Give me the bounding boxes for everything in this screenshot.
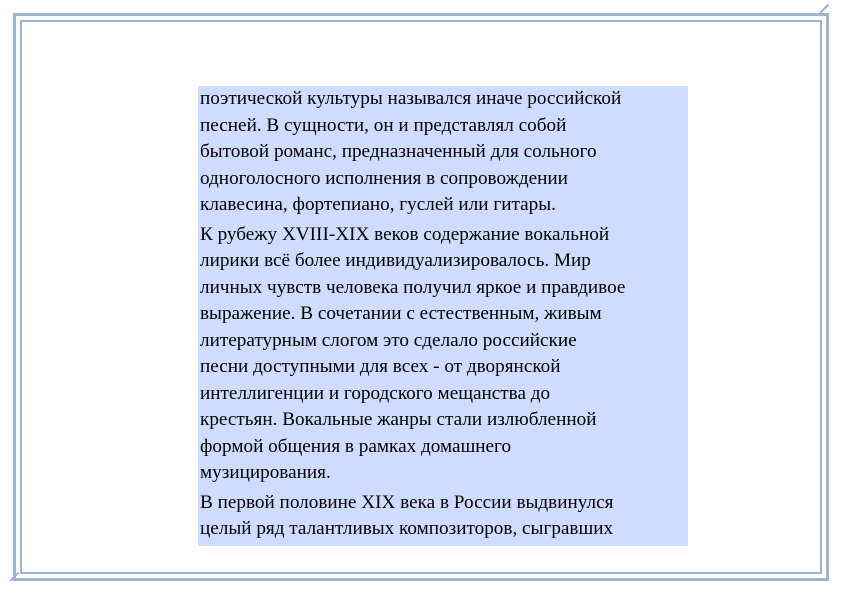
paragraph-1: поэтической культуры назывался иначе российской песней. В сущности, он и представлял собой бытовой романс, предназначенный для сольного одноголосного исполнения в сопровождении клавесина, фортепиано, гуслей или гитары. bbox=[200, 88, 622, 215]
text-block bbox=[198, 86, 688, 546]
paragraph-2: К рубежу XVIII-XIX веков содержание вокальной лирики всё более индивидуализировалось. Мир личных чувств человека получил яркое и правдивое выражение. В сочетании с естественным, живым литературным слогом это сделало российские песни доступными для всех - от дворянской интеллигенции и городского мещанства до крестьян. Вокальные жанры стали излюбленной формой общения в рамках домашнего музицирования. bbox=[200, 223, 626, 483]
paragraph-3: В первой половине XIX века в России выдвинулся целый ряд талантливых композиторов, сыгравших bbox=[200, 491, 614, 539]
